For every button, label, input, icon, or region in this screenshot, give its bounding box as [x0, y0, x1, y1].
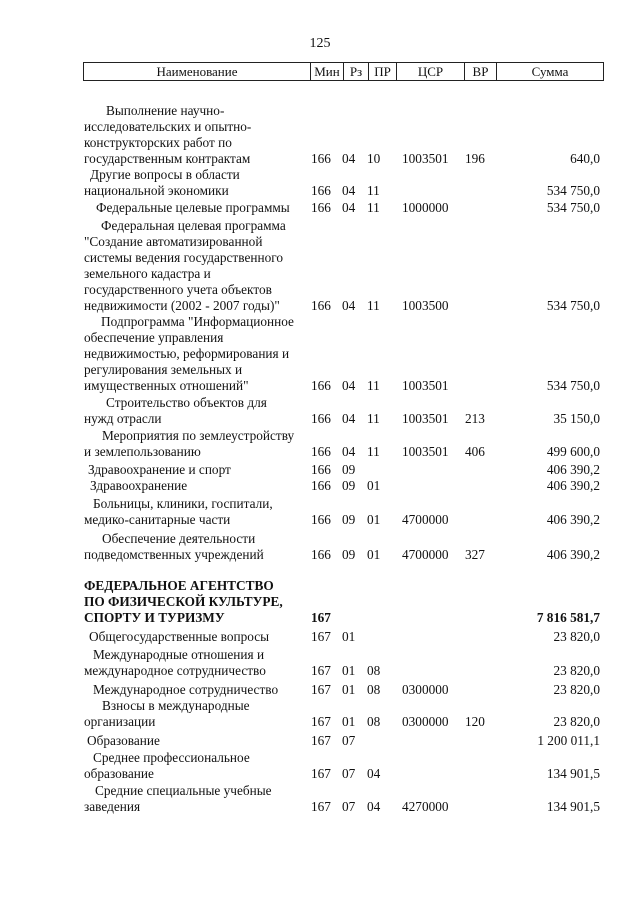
row-name [84, 698, 306, 730]
table-row [0, 200, 640, 216]
row-name [84, 167, 306, 199]
cell-rz: 04 [342, 298, 356, 313]
row-name-line: обеспечение управления [84, 330, 224, 345]
table-row [0, 531, 640, 563]
cell-csr: 1003501 [402, 411, 449, 426]
cell-sum: 1 200 011,1 [537, 733, 600, 748]
cell-pr: 11 [367, 200, 380, 215]
row-name-line: Среднее профессиональное [93, 750, 250, 765]
table-row [0, 682, 640, 698]
cell-rz: 09 [342, 478, 356, 493]
cell-pr: 01 [367, 478, 381, 493]
cell-sum: 534 750,0 [546, 378, 600, 393]
cell-pr: 01 [367, 512, 381, 527]
row-name-line: Строительство объектов для [106, 395, 267, 410]
row-name-line: Здравоохранение и спорт [88, 462, 231, 477]
cell-sum: 534 750,0 [546, 298, 600, 313]
row-name-line: Мероприятия по землеустройству [102, 428, 295, 443]
cell-vr: 120 [465, 714, 485, 729]
row-name-line: заведения [84, 799, 141, 814]
row-name-line: земельного кадастра и [84, 266, 211, 281]
cell-rz: 01 [342, 663, 356, 678]
row-name-line: системы ведения государственного [84, 250, 283, 265]
row-name-line: Выполнение научно- [106, 103, 225, 118]
cell-sum: 640,0 [570, 151, 600, 166]
cell-sum: 406 390,2 [546, 547, 600, 562]
row-name [84, 629, 306, 645]
row-name-line: недвижимости (2002 - 2007 годы)" [84, 298, 280, 313]
row-name-line: Больницы, клиники, госпитали, [93, 496, 273, 511]
row-name-line: Образование [87, 733, 160, 748]
row-name-line: Подпрограмма "Информационное [101, 314, 294, 329]
cell-min: 166 [311, 444, 331, 459]
cell-pr: 01 [367, 547, 381, 562]
cell-min: 167 [311, 766, 331, 781]
cell-pr: 11 [367, 444, 380, 459]
table-row [0, 647, 640, 679]
cell-vr: 213 [465, 411, 485, 426]
row-name-line: "Создание автоматизированной [84, 234, 263, 249]
cell-sum: 7 816 581,7 [536, 610, 600, 625]
row-name-line: ФЕДЕРАЛЬНОЕ АГЕНТСТВО [84, 578, 274, 593]
cell-csr: 4700000 [402, 547, 449, 562]
row-name-line: медико-санитарные части [84, 512, 231, 527]
cell-pr: 04 [367, 766, 381, 781]
cell-min: 166 [311, 547, 331, 562]
row-name-line: Взносы в международные [102, 698, 250, 713]
table-row [0, 733, 640, 749]
row-name-line: государственного учета объектов [84, 282, 272, 297]
cell-pr: 11 [367, 298, 380, 313]
row-name-line: государственным контрактам [84, 151, 251, 166]
cell-rz: 01 [342, 682, 356, 697]
row-name [84, 478, 306, 494]
row-name-line: международное сотрудничество [84, 663, 266, 678]
row-name-line: Обеспечение деятельности [102, 531, 256, 546]
row-name [84, 783, 306, 815]
table-row [0, 496, 640, 528]
header-rz: Рз [343, 63, 368, 80]
table-row [0, 629, 640, 645]
cell-sum: 134 901,5 [546, 799, 600, 814]
row-name-line: организации [84, 714, 156, 729]
row-name [84, 218, 306, 314]
row-name [84, 200, 306, 216]
cell-sum: 23 820,0 [553, 682, 600, 697]
cell-sum: 35 150,0 [553, 411, 600, 426]
cell-min: 166 [311, 462, 331, 477]
header-csr: ЦСР [396, 63, 464, 80]
row-name-line: Общегосударственные вопросы [89, 629, 270, 644]
cell-sum: 23 820,0 [553, 663, 600, 678]
cell-pr: 04 [367, 799, 381, 814]
cell-rz: 04 [342, 411, 356, 426]
row-name [84, 462, 306, 478]
row-name-line: нужд отрасли [84, 411, 162, 426]
table-row [0, 783, 640, 815]
cell-rz: 04 [342, 444, 356, 459]
row-name-line: образование [84, 766, 154, 781]
cell-rz: 01 [342, 629, 356, 644]
cell-csr: 1003501 [402, 378, 449, 393]
row-name-line: Международное сотрудничество [93, 682, 279, 697]
row-name-line: Другие вопросы в области [90, 167, 240, 182]
table-row [0, 428, 640, 460]
row-name-line: Международные отношения и [93, 647, 265, 662]
cell-min: 166 [311, 298, 331, 313]
row-name [84, 647, 306, 679]
cell-vr: 327 [465, 547, 485, 562]
header-vr: ВР [464, 63, 496, 80]
cell-min: 167 [311, 682, 331, 697]
row-name [84, 682, 306, 698]
cell-min: 166 [311, 183, 331, 198]
cell-sum: 406 390,2 [546, 478, 600, 493]
cell-rz: 04 [342, 183, 356, 198]
table-row [0, 314, 640, 394]
cell-min: 167 [311, 714, 331, 729]
row-name-line: СПОРТУ И ТУРИЗМУ [84, 610, 225, 625]
cell-csr: 1003501 [402, 444, 449, 459]
row-name-line: конструкторских работ по [84, 135, 232, 150]
cell-pr: 11 [367, 183, 380, 198]
table-row [0, 462, 640, 478]
cell-min: 166 [311, 378, 331, 393]
table-row [0, 395, 640, 427]
row-name [84, 428, 306, 460]
cell-sum: 406 390,2 [546, 462, 600, 477]
row-name [84, 395, 306, 427]
header-sum: Сумма [496, 63, 603, 80]
row-name [84, 578, 306, 626]
page-number: 125 [309, 36, 331, 51]
cell-pr: 08 [367, 682, 381, 697]
cell-min: 167 [311, 663, 331, 678]
row-name-line: Федеральные целевые программы [96, 200, 290, 215]
row-name [84, 733, 306, 749]
cell-sum: 23 820,0 [553, 714, 600, 729]
cell-rz: 09 [342, 462, 356, 477]
row-name-line: регулирования земельных и [84, 362, 243, 377]
cell-rz: 07 [342, 733, 356, 748]
cell-rz: 09 [342, 512, 356, 527]
cell-pr: 08 [367, 714, 381, 729]
cell-min: 167 [311, 610, 331, 625]
cell-rz: 09 [342, 547, 356, 562]
table-row [0, 167, 640, 199]
row-name-line: Средние специальные учебные [95, 783, 272, 798]
row-name-line: имущественных отношений" [84, 378, 249, 393]
row-name [84, 750, 306, 782]
header-name: Наименование [156, 64, 238, 79]
cell-pr: 08 [367, 663, 381, 678]
table-row [0, 750, 640, 782]
cell-rz: 04 [342, 151, 356, 166]
cell-sum: 499 600,0 [546, 444, 600, 459]
cell-sum: 534 750,0 [546, 183, 600, 198]
table-row [0, 218, 640, 314]
row-name [84, 103, 306, 167]
cell-csr: 1000000 [402, 200, 449, 215]
cell-csr: 4270000 [402, 799, 449, 814]
cell-sum: 534 750,0 [546, 200, 600, 215]
cell-csr: 1003500 [402, 298, 449, 313]
row-name-line: подведомственных учреждений [84, 547, 264, 562]
header-min: Мин [310, 63, 343, 80]
row-name-line: национальной экономики [84, 183, 229, 198]
cell-min: 167 [311, 629, 331, 644]
cell-min: 166 [311, 411, 331, 426]
cell-csr: 0300000 [402, 714, 449, 729]
row-name-line: исследовательских и опытно- [84, 119, 252, 134]
cell-sum: 134 901,5 [546, 766, 600, 781]
cell-vr: 196 [465, 151, 485, 166]
row-name-line: и землепользованию [84, 444, 201, 459]
table-header [83, 62, 604, 81]
table-row [0, 698, 640, 730]
table-row [0, 103, 640, 167]
row-name [84, 314, 306, 394]
cell-vr: 406 [465, 444, 485, 459]
row-name-line: недвижимостью, реформирования и [84, 346, 290, 361]
cell-pr: 10 [367, 151, 381, 166]
cell-min: 166 [311, 478, 331, 493]
header-pr: ПР [368, 63, 396, 80]
cell-csr: 1003501 [402, 151, 449, 166]
cell-rz: 07 [342, 799, 356, 814]
cell-rz: 07 [342, 766, 356, 781]
row-name [84, 496, 306, 528]
row-name-line: Здравоохранение [90, 478, 188, 493]
cell-pr: 11 [367, 411, 380, 426]
cell-sum: 406 390,2 [546, 512, 600, 527]
cell-pr: 11 [367, 378, 380, 393]
cell-min: 166 [311, 200, 331, 215]
cell-min: 166 [311, 512, 331, 527]
cell-csr: 0300000 [402, 682, 449, 697]
cell-rz: 04 [342, 200, 356, 215]
row-name-line: ПО ФИЗИЧЕСКОЙ КУЛЬТУРЕ, [84, 594, 283, 609]
cell-min: 167 [311, 799, 331, 814]
cell-csr: 4700000 [402, 512, 449, 527]
table-row [0, 578, 640, 626]
table-row [0, 478, 640, 494]
cell-min: 167 [311, 733, 331, 748]
row-name [84, 531, 306, 563]
cell-rz: 01 [342, 714, 356, 729]
row-name-line: Федеральная целевая программа [101, 218, 286, 233]
cell-sum: 23 820,0 [553, 629, 600, 644]
cell-rz: 04 [342, 378, 356, 393]
cell-min: 166 [311, 151, 331, 166]
